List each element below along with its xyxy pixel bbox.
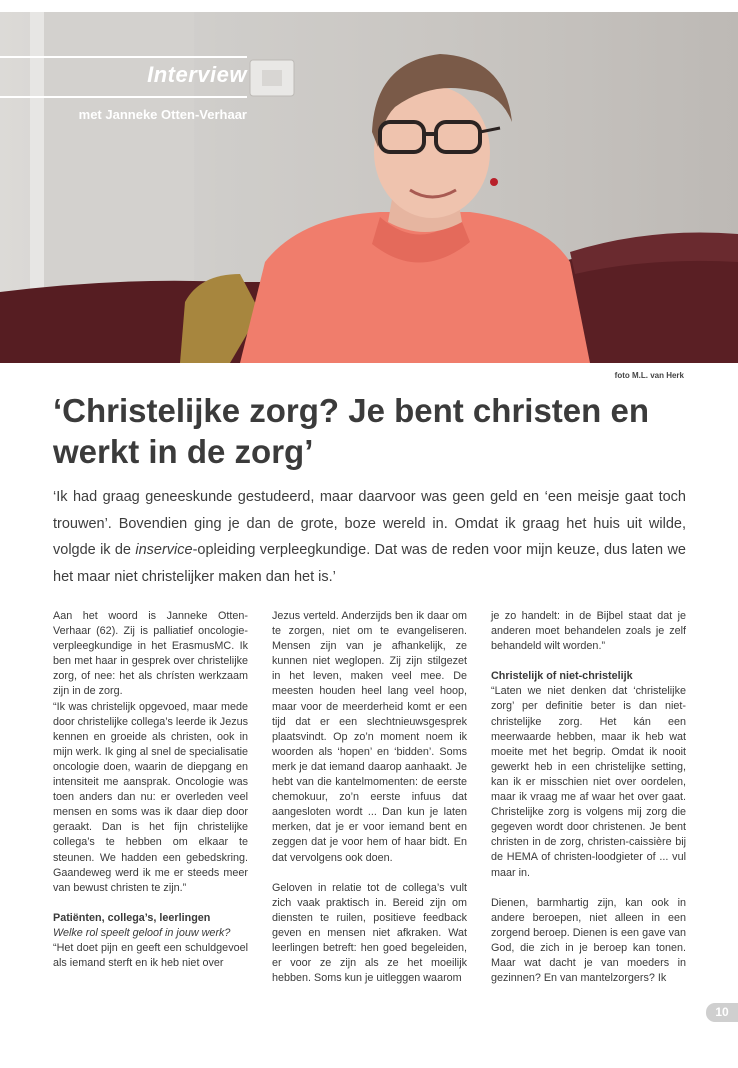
subheading: Christelijk of niet-christelijk (491, 670, 633, 683)
photo-credit: foto M.L. van Herk (614, 371, 684, 380)
paragraph: “Laten we niet denken dat ‘christelijke zorg’ per definitie beter is dan niet-christelijke zorg. Het kán een meerwaarde hebben, maar ik heb wat moeite met het begrip. Omdat ik nooit gewerkt heb in een christelijke setting, kan ik er misschien niet over oordelen, maar ik vraag me af waar het over gaat. Christelijke zorg is volgens mij zorg die gegeven wordt door christenen. Je bent christen in de zorg, christen-caissière bij de HEMA of christen-loodgieter of ... vul maar in. (491, 685, 686, 879)
paragraph: Dienen, barmhartig zijn, kan ook in andere beroepen, niet alleen in een zorgend beroep. Dienen is een gave van God, die zich in je beroep kan tonen. Maar wat dacht je van moeders in gezinnen? En van mantelzorgers? Ik (491, 896, 686, 985)
paragraph: je zo handelt: in de Bijbel staat dat je anderen moet behandelen zoals je zelf behandeld wilt worden.” (491, 610, 686, 653)
section-label: Interview (147, 62, 247, 87)
paragraph: “Het doet pijn en geeft een schuldgevoel als iemand sterft en ik heb niet over (53, 941, 248, 970)
earring (490, 178, 498, 186)
paragraph: Aan het woord is Janneke Otten-Verhaar (62). Zij is palliatief oncologie-verpleegkundige in het ErasmusMC. Ik ben met haar in gesprek over christelijke zorg, of nee: het als chrísten werkzaam zijn in de zorg. (53, 610, 248, 698)
header-rule-top (0, 56, 247, 58)
section-subtitle: met Janneke Otten-Verhaar (78, 107, 247, 122)
paragraph: Geloven in relatie tot de collega’s vult zich vaak praktisch in. Bereid zijn om diensten te ruilen, positieve feedback geven en mensen niet afkraken. Wat leerlingen betreft: hen goed begeleiden, er voor ze zijn als ze het moeilijk hebben. Soms kun je uitleggen waarom (272, 881, 467, 985)
header-rule-bottom (0, 96, 247, 98)
article-intro: ‘Ik had graag geneeskunde gestudeerd, maar daarvoor was geen geld en ‘een meisje gaat toch trouwen’. Bovendien ging je dan de grote, boze wereld in. Omdat ik graag het huis uit wilde, volgde ik de inservice-opleiding verpleegkundige. Dat was de reden voor mijn keuze, dus laten we het maar niet christelijker maken dan het is.’ (53, 489, 686, 585)
paragraph: Jezus verteld. Anderzijds ben ik daar om te zorgen, niet om te evangeliseren. Mensen zijn van je afhankelijk, ze kunnen niet weglopen. Zij zijn stilgezet in het leven, maken veel mee. De meesten houden heel lang veel hoop, maar voor de meerderheid komt er een tijd dat er een slechtnieuwsgesprek plaatsvindt. Op zo’n moment noem ik woorden als ‘hopen’ en ‘bidden’. Soms merk je dat iemand daarop aanhaakt. Je hebt van die kantelmomenten: de eerste chemokuur, zo’n eerste infuus dat aangesloten wordt ... Dan kun je laten merken, dat je er voor iemand bent en zeggen dat je voor hem of haar bidt. En dat vervolgens ook doen. (272, 610, 467, 864)
article-title: ‘Christelijke zorg? Je bent christen en werkt in de zorg’ (53, 392, 649, 470)
subheading: Patiënten, collega’s, leerlingen (53, 911, 211, 924)
text-column-1 (53, 609, 248, 971)
text-column-3 (491, 609, 686, 986)
paragraph: “Ik was christelijk opgevoed, maar mede door christelijke collega’s leerde ik Jezus kennen en groeide als christen, ook in mijn werk. Ik ging al snel de specialisatie oncologie doen, waarin de diepgang en intensiteit me aansprak. Oncologie was toen anders dan nu: er overleden veel mensen en soms was ik daar diep door geraakt. Dan is het fijn christelijke collega’s te hebben om elkaar te steunen. We hadden een gebedskring. Gaandeweg werd ik me er steeds meer van bewust christen te zijn.” (53, 700, 248, 894)
interview-question: Welke rol speelt geloof in jouw werk? (53, 926, 231, 939)
intro-italic-term: inservice (135, 542, 193, 558)
text-column-2 (272, 609, 467, 986)
page-number: 10 (706, 1003, 738, 1022)
